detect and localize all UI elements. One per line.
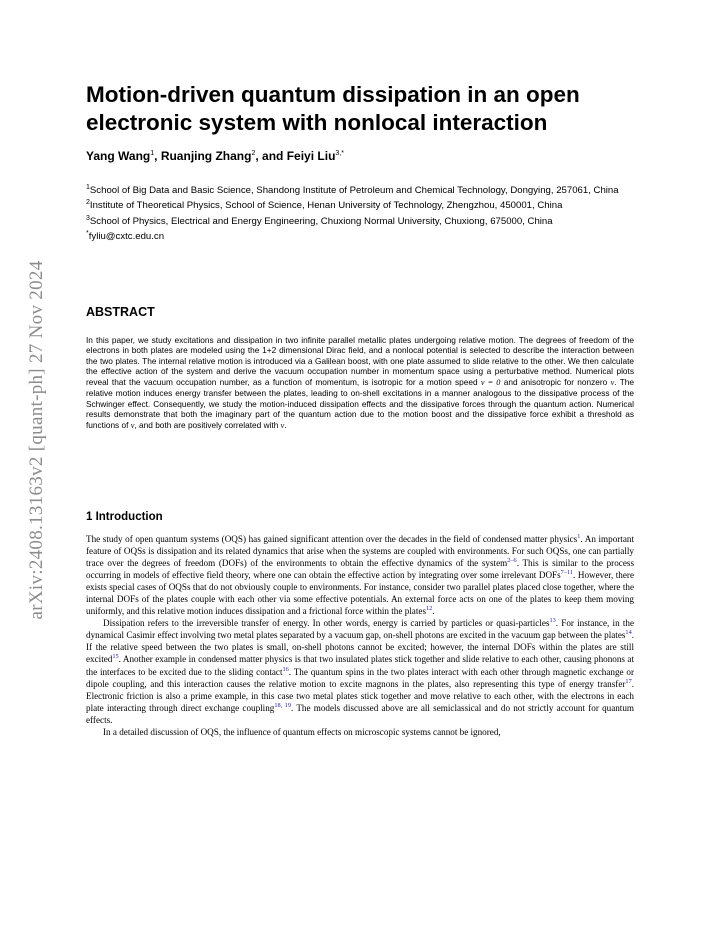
math-inline: v — [280, 420, 285, 430]
citation-link[interactable]: 17 — [625, 677, 632, 685]
corresponding-email[interactable] — [86, 228, 646, 243]
affiliations — [86, 182, 646, 243]
math-inline: v — [610, 377, 615, 387]
abstract-segment: , and both are positively correlated with — [134, 419, 281, 430]
math-inline: v — [130, 420, 135, 430]
text-segment: . This is similar to the process occurring in models of effective field theory, where one can obtain the effective action by integrating over some irrelevant DOFs — [86, 558, 634, 581]
arxiv-identifier: arXiv:2408.13163v2 [quant-ph] 27 Nov 2024 — [26, 260, 47, 620]
citation-link[interactable]: 13 — [549, 617, 556, 625]
abstract-heading: ABSTRACT — [86, 305, 155, 319]
text-segment: . However, there exists special cases of OQSs that do not obviously couple to environments. For instance, consider two parallel plates placed close together, where the internal DOFs of the plates couple with each other via some effective potentials. An external force acts on one of the plates to keep them moving uniformly, and this relative motion induces dissipation and a frictional force within the plates — [86, 570, 634, 617]
affiliation-text: Institute of Theoretical Physics, School of Science, Henan University of Technology, Zhengzhou, 450001, China — [89, 200, 563, 212]
author-separator: , — [154, 149, 161, 163]
text-segment: . The models discussed above are all semiclassical and do not strictly account for quantum effects. — [86, 702, 635, 725]
text-segment: In a detailed discussion of OQS, the influence of quantum effects on microscopic systems cannot be ignored, — [103, 726, 501, 737]
author-name: Feiyi Liu — [286, 149, 336, 163]
affiliation-text: School of Physics, Electrical and Energy Engineering, Chuxiong Normal University, Chuxiong, 675000, China — [89, 215, 553, 227]
affiliation — [86, 213, 646, 228]
text-segment: . The quantum spins in the two plates interact with each other through magnetic exchange or dipole coupling, and this interaction causes the relative motion to excite magnons in the plates, also representing this type of energy transfer — [86, 666, 635, 689]
affiliation-mark: * — [86, 229, 89, 237]
citation-link[interactable]: 15 — [112, 653, 119, 661]
author-affil-mark: 3,* — [335, 150, 344, 157]
citation-link[interactable]: 14 — [625, 629, 632, 637]
abstract-segment: . — [284, 419, 287, 430]
citation-link[interactable]: 12 — [426, 605, 433, 613]
text-segment: . — [432, 606, 435, 617]
author-affil-mark: 1 — [150, 150, 155, 157]
citation-link[interactable]: 1 — [577, 532, 581, 540]
abstract-segment: In this paper, we study excitations and dissipation in two infinite parallel metallic plates undergoing relative motion. The degrees of freedom of the electrons in both plates are modeled using the 1+2 dimensional Dirac field, and a nonlocal potential is selected to describe the interaction between the two plates. The internal relative motion is introduced via a Galilean boost, with one plate assumed to slide relative to the other. We then calculate the effective action of the system and derive the vacuum occupation number in momentum space using a perturbative method. Numerical plots reveal that the vacuum occupation number, as a function of momentum, is isotropic for a motion speed — [86, 335, 634, 387]
text-segment: . For instance, in the dynamical Casimir effect involving two metal plates separated by a vacuum gap, on-shell photons are excited in the vacuum gap between the plates — [86, 618, 634, 641]
introduction-body — [86, 533, 634, 738]
affiliation — [86, 182, 646, 197]
citation-link[interactable]: 16 — [282, 665, 289, 673]
author-name: Ruanjing Zhang — [160, 149, 252, 163]
affiliation-text: School of Big Data and Basic Science, Shandong Institute of Petroleum and Chemical Technology, Dongying, 257061, China — [89, 185, 619, 197]
text-segment: . If the relative speed between the two plates is small, on-shell photons cannot be excited; however, the internal DOFs within the plates are still excited — [86, 630, 634, 665]
paragraph — [86, 726, 634, 738]
text-segment: The study of open quantum systems (OQS) has gained significant attention over the decades in the field of condensed matter physics — [86, 534, 578, 544]
text-segment: . Electronic friction is also a prime example, in this case two metal plates stick together and move relative to each other, with the electrons in each plate interacting through direct exchange coupling — [86, 678, 634, 713]
math-inline: v = 0 — [480, 377, 501, 387]
abstract-text — [86, 335, 634, 431]
abstract-segment: . The relative motion induces energy transfer between the plates, leading to on-shell excitations in a manner analogous to the dissipative process of the Schwinger effect. Consequently, we study the motion-induced dissipation effects and the dissipative forces through the quantum action. Numerical results demonstrate that both the imaginary part of the quantum action due to the motion boost and the dissipative force exhibit a threshold as functions of — [86, 376, 634, 430]
email-text: fyliu@cxtc.edu.cn — [88, 231, 165, 243]
paragraph — [86, 533, 634, 617]
citation-link[interactable]: 7–11 — [560, 569, 574, 577]
arxiv-sidebar — [24, 240, 50, 640]
text-segment: Dissipation refers to the irreversible transfer of energy. In other words, energy is carried by particles or quasi-particles — [103, 618, 550, 629]
paper-title: Motion-driven quantum dissipation in an open electronic system with nonlocal interaction — [86, 82, 580, 135]
author-separator: , and — [255, 149, 287, 163]
affiliation-mark: 3 — [86, 214, 90, 222]
citation-link[interactable]: 18, 19 — [274, 701, 292, 709]
affiliation-mark: 2 — [86, 199, 90, 207]
author-affil-mark: 2 — [251, 150, 256, 157]
paragraph — [86, 617, 634, 725]
abstract-segment: and anisotropic for nonzero — [500, 376, 611, 387]
author-list — [86, 149, 344, 163]
text-segment: . An important feature of OQSs is dissipation and its related dynamics that arise when the systems are coupled with environments. For such OQSs, one can partially trace over the degrees of freedom (DOFs) of the environments to obtain the effective dynamics of the system — [86, 534, 634, 569]
section-heading-introduction: 1 Introduction — [86, 511, 163, 523]
affiliation-mark: 1 — [86, 184, 90, 191]
text-segment: . Another example in condensed matter physics is that two insulated plates stick together and slide relative to each other, causing phonons at the interfaces to be excited due to the sliding contact — [86, 654, 634, 677]
citation-link[interactable]: 2–6 — [507, 557, 517, 565]
author-name: Yang Wang — [86, 149, 151, 163]
affiliation — [86, 197, 646, 212]
